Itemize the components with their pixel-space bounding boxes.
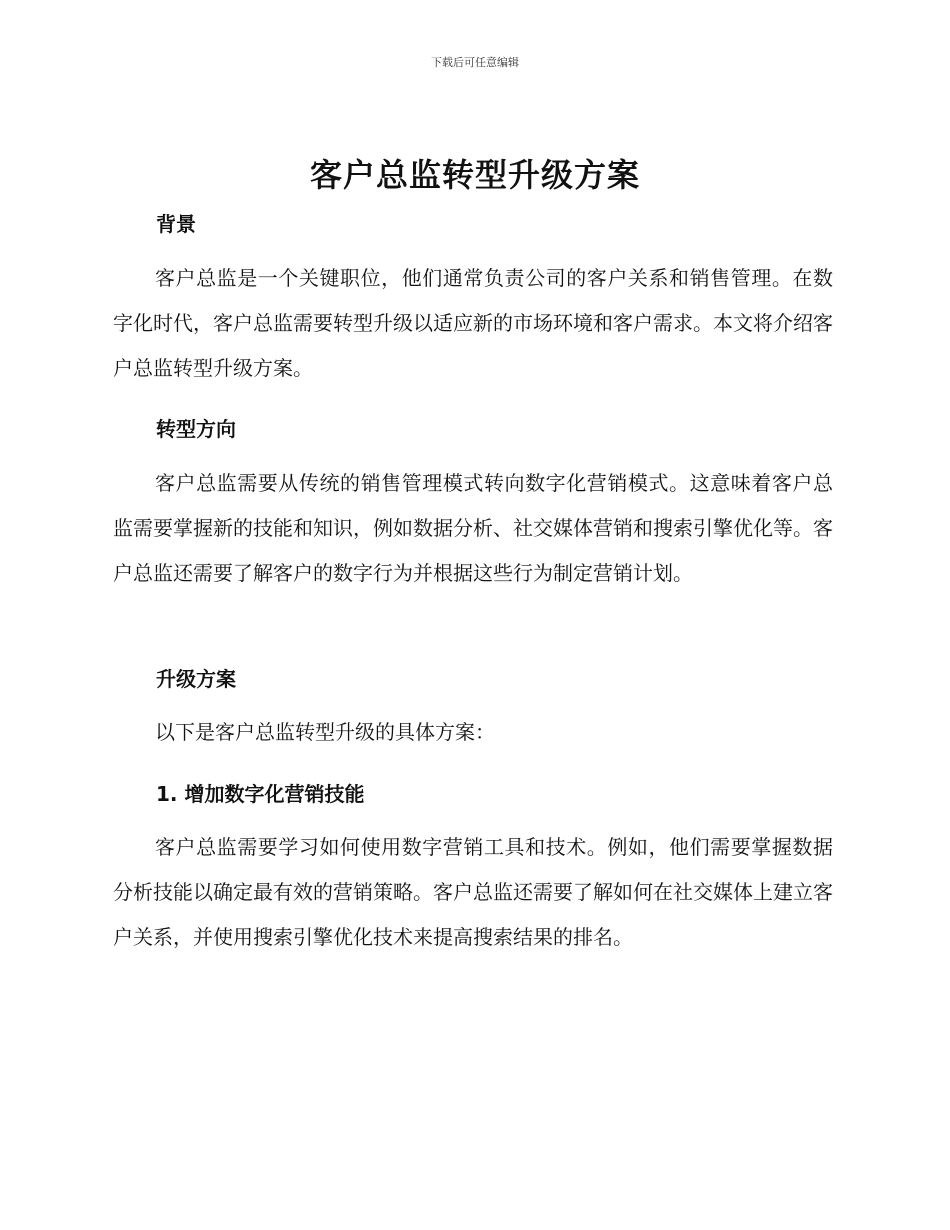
section-heading-digital-skills: 1. 增加数字化营销技能 xyxy=(156,782,365,806)
document-title: 客户总监转型升级方案 xyxy=(309,156,640,194)
page-header: 下载后可任意编辑 xyxy=(431,56,519,69)
section-heading-upgrade-plan: 升级方案 xyxy=(156,667,236,691)
section-heading-direction: 转型方向 xyxy=(156,417,236,441)
section-heading-background: 背景 xyxy=(156,212,196,236)
section-paragraph-upgrade-plan: 以下是客户总监转型升级的具体方案： xyxy=(155,720,495,744)
section-paragraph-digital-skills: 客户总监需要学习如何使用数字营销工具和技术。例如，他们需要掌握数据分析技能以确定最有效的营销策略。客户总监还需要了解如何在社交媒体上建立客户关系，并使用搜索引擎优化技术来提高搜索结果的排名。 xyxy=(113,835,833,949)
section-paragraph-direction: 客户总监需要从传统的销售管理模式转向数字化营销模式。这意味着客户总监需要掌握新的技能和知识，例如数据分析、社交媒体营销和搜索引擎优化等。客户总监还需要了解客户的数字行为并根据这些行为制定营销计划。 xyxy=(113,471,833,585)
section-paragraph-background: 客户总监是一个关键职位，他们通常负责公司的客户关系和销售管理。在数字化时代，客户总监需要转型升级以适应新的市场环境和客户需求。本文将介绍客户总监转型升级方案。 xyxy=(113,266,833,380)
